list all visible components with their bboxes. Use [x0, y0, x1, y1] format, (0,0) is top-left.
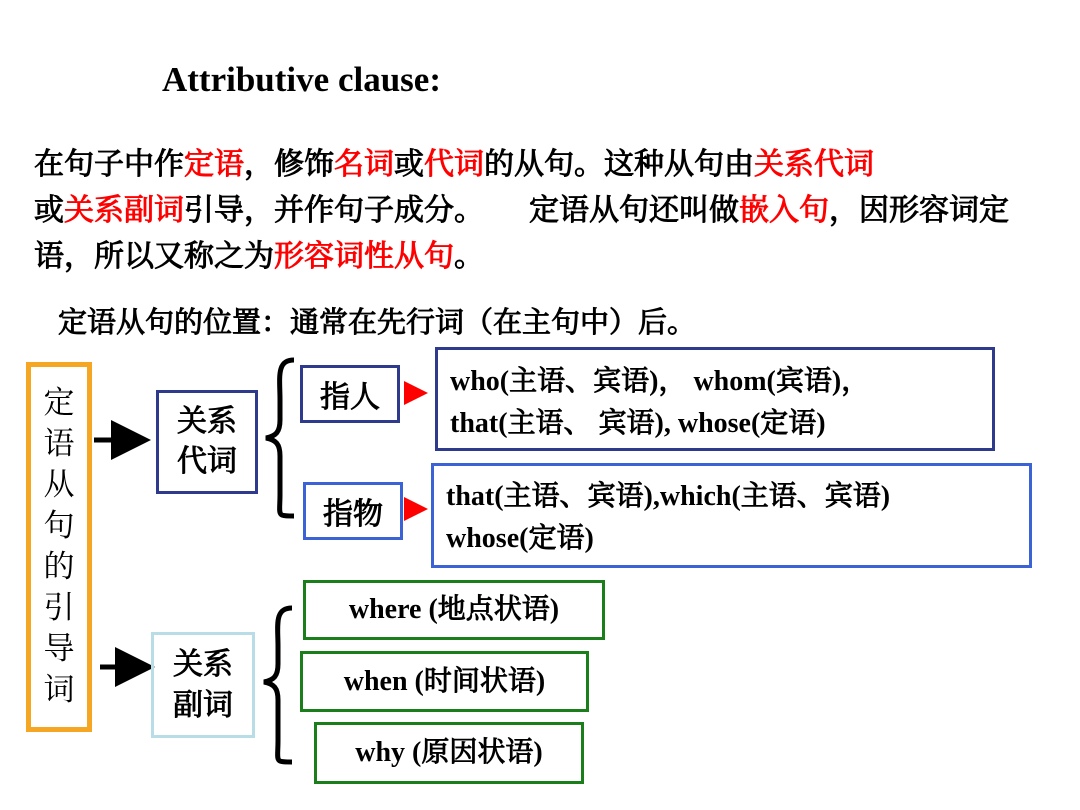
adverb-where: where (地点状语) [348, 594, 560, 625]
intro-segment: 引导，并作句子成分。 定语从句还叫做 [184, 193, 739, 228]
label-char: 导 [43, 631, 75, 667]
label-char: 的 [43, 549, 75, 585]
person-label: 指人 [320, 380, 380, 415]
intro-highlight: 关系副词 [64, 193, 184, 228]
label-char: 句 [43, 508, 75, 544]
label-char: 引 [43, 590, 75, 626]
person-pronouns-box [435, 347, 995, 451]
intro-highlight: 关系代词 [754, 147, 874, 182]
relative-adverb-box [151, 632, 255, 738]
intro-segment: 。 [454, 239, 484, 274]
relative-adverb-label-2: 副词 [173, 688, 233, 723]
intro-segment: ，修饰 [244, 147, 334, 182]
relative-pronoun-label-2: 代词 [177, 444, 237, 479]
thing-pronouns-line-2: whose(定语) [446, 523, 594, 554]
thing-pronouns-line-1: that(主语、宾语),which(主语、宾语) [446, 481, 891, 512]
brace-adverb [264, 608, 292, 762]
label-char: 词 [43, 672, 75, 708]
brace-pronoun [266, 360, 294, 516]
adverb-when-box [300, 651, 589, 712]
person-pronouns-line-2: that(主语、 宾语), whose(定语) [450, 408, 826, 439]
label-char: 语 [43, 426, 75, 462]
adverb-when: when (时间状语) [343, 665, 546, 697]
intro-highlight: 名词 [334, 147, 394, 182]
page-title: Attributive clause: [162, 60, 441, 99]
relative-pronoun-box [156, 390, 258, 494]
intro-highlight: 嵌入句 [739, 193, 829, 228]
intro-segment: 或 [394, 147, 424, 182]
thing-box [303, 482, 403, 540]
position-note: 定语从句的位置：通常在先行词（在主句中）后。 [58, 305, 697, 339]
thing-pronouns-box [431, 463, 1032, 568]
intro-segment: ，因形容词定语，所以又称之为 [34, 193, 1009, 274]
person-pronouns-line-1: who(主语、宾语)， whom(宾语)， [450, 366, 870, 397]
relative-pronoun-label-1: 关系 [177, 404, 237, 439]
intro-word-label-box [26, 362, 92, 732]
intro-highlight: 定语 [184, 147, 244, 182]
intro-highlight: 代词 [424, 147, 484, 182]
person-box [300, 365, 400, 423]
intro-segment: 的从句。这种从句由 [484, 147, 754, 182]
adverb-why: why (原因状语) [355, 737, 543, 768]
label-char: 定 [43, 385, 75, 421]
adverb-where-box [303, 580, 605, 640]
intro-highlight: 形容词性从句 [274, 239, 454, 274]
relative-adverb-label-1: 关系 [173, 647, 233, 682]
intro-segment: 在句子中作 [34, 147, 184, 182]
label-char: 从 [43, 467, 75, 503]
thing-label: 指物 [323, 497, 383, 532]
adverb-why-box [314, 722, 584, 784]
intro-segment: 或 [34, 193, 64, 228]
